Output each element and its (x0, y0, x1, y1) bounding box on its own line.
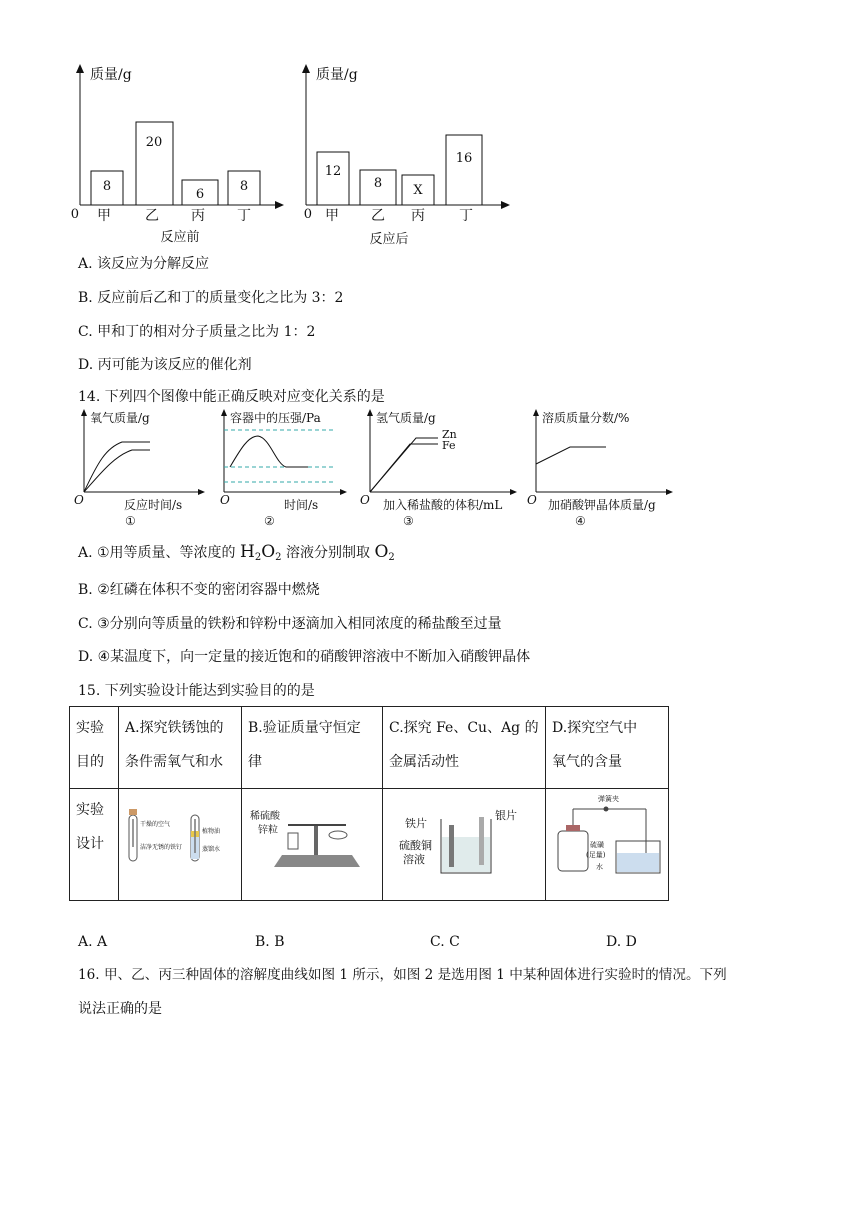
q15-stem: 15. 下列实验设计能达到实验目的的是 (78, 683, 315, 699)
balance-figure (242, 789, 382, 887)
graph-number: ④ (575, 514, 586, 528)
bar-value: 12 (324, 164, 342, 179)
svg-text:溶液: 溶液 (403, 853, 425, 866)
category-label: 乙 (145, 208, 159, 224)
category-label: 乙 (371, 208, 385, 224)
purpose-b: B.验证质量守恒定 律 (242, 707, 383, 789)
graph-number: ③ (403, 514, 414, 528)
beaker-figure (383, 789, 545, 887)
q14-option-c: C. ③分别向等质量的铁粉和锌粉中逐滴加入相同浓度的稀盐酸至过量 (78, 616, 502, 632)
svg-text:(足量): (足量) (586, 851, 606, 859)
graph-2 (220, 410, 344, 528)
x-axis-label: 反应时间/s (124, 498, 183, 512)
category-label: 丁 (237, 208, 251, 224)
q16-stem-line2: 说法正确的是 (78, 1001, 162, 1017)
design-b (242, 789, 383, 901)
y-axis-label: 质量/g (316, 67, 358, 83)
svg-text:硫酸铜: 硫酸铜 (399, 839, 432, 852)
legend-fe: Fe (442, 439, 456, 452)
q15-answer-c: C. C (430, 934, 460, 950)
q14-option-b: B. ②红磷在体积不变的密闭容器中燃烧 (78, 582, 320, 598)
bar-value: 20 (145, 135, 163, 150)
origin-label: O (220, 493, 230, 507)
graph-1 (74, 410, 202, 528)
q13-option-c: C. 甲和丁的相对分子质量之比为 1：2 (78, 324, 316, 340)
graph-4 (527, 410, 670, 528)
row-header-purpose: 实验 目的 (70, 707, 119, 789)
svg-text:硫磺: 硫磺 (590, 841, 604, 849)
purpose-c: C.探究 Fe、Cu、Ag 的 金属活动性 (383, 707, 546, 789)
category-label: 甲 (97, 208, 111, 224)
q13-option-b: B. 反应前后乙和丁的质量变化之比为 3：2 (78, 290, 344, 306)
q14-stem: 14. 下列四个图像中能正确反映对应变化关系的是 (78, 389, 385, 405)
svg-text:银片: 银片 (495, 809, 517, 822)
svg-text:铁片: 铁片 (405, 817, 427, 830)
x-axis-label: 加硝酸钾晶体质量/g (548, 498, 656, 512)
y-axis-label: 溶质质量分数/% (542, 411, 630, 425)
q16-stem-line1: 16. 甲、乙、丙三种固体的溶解度曲线如图 1 所示，如图 2 是选用图 1 中某种固体进行实验时的情况。下列 (78, 967, 727, 983)
svg-text:植物油: 植物油 (202, 828, 221, 835)
q15-answer-d: D. D (606, 934, 637, 950)
bar-ding (446, 135, 482, 205)
category-label: 丙 (411, 208, 425, 224)
oxygen-apparatus-figure (546, 789, 668, 887)
legend-zn: Zn (442, 428, 457, 441)
x-axis-label: 加入稀盐酸的体积/mL (383, 498, 503, 512)
origin-label: 0 (70, 207, 79, 222)
q15-answer-b: B. B (255, 934, 285, 950)
purpose-a: A.探究铁锈蚀的 条件需氧气和水 (119, 707, 242, 789)
y-axis-label: 氧气质量/g (90, 411, 150, 425)
chart-caption: 反应前 (160, 230, 200, 245)
purpose-d: D.探究空气中 氧气的含量 (546, 707, 669, 789)
bar-value: 16 (455, 151, 473, 166)
category-label: 甲 (325, 208, 339, 224)
bar-value: 8 (239, 179, 249, 194)
design-c (383, 789, 546, 901)
bar-value: X (413, 183, 423, 198)
q13-chart-before (70, 60, 290, 250)
q15-table (69, 706, 669, 901)
bar-value: 8 (373, 176, 383, 191)
q13-option-a: A. 该反应为分解反应 (78, 256, 210, 272)
svg-text:稀硫酸: 稀硫酸 (250, 811, 280, 822)
row-header-design: 实验 设计 (70, 789, 119, 901)
svg-text:洁净无锈的铁钉: 洁净无锈的铁钉 (140, 844, 183, 851)
y-axis-label: 容器中的压强/Pa (230, 411, 321, 425)
origin-label: 0 (303, 207, 312, 222)
svg-text:干燥的空气: 干燥的空气 (140, 821, 171, 828)
bar-value: 8 (102, 179, 112, 194)
chart-caption: 反应后 (369, 232, 409, 247)
q14-graphs (70, 408, 690, 532)
origin-label: O (360, 493, 370, 507)
q13-chart-after (296, 60, 516, 250)
rust-test-tubes-figure (119, 789, 241, 887)
svg-text:弹簧夹: 弹簧夹 (598, 795, 619, 803)
q14-option-a: A. ①用等质量、等浓度的 $H_2O_2$ 溶液分别制取 $O_2$ (78, 542, 395, 563)
design-a (119, 789, 242, 901)
category-label: 丁 (459, 208, 473, 224)
svg-text:蒸馏水: 蒸馏水 (202, 846, 221, 853)
bar-value: 6 (195, 187, 205, 202)
design-d (546, 789, 669, 901)
svg-text:锌粒: 锌粒 (258, 825, 278, 836)
category-label: 丙 (191, 208, 205, 224)
y-axis-label: 氢气质量/g (376, 411, 436, 425)
q13-option-d: D. 丙可能为该反应的催化剂 (78, 357, 252, 373)
q15-answer-a: A. A (78, 934, 108, 950)
graph-number: ① (125, 514, 136, 528)
y-axis-label: 质量/g (90, 67, 132, 83)
q14-option-d: D. ④某温度下，向一定量的接近饱和的硝酸钾溶液中不断加入硝酸钾晶体 (78, 649, 531, 665)
graph-number: ② (264, 514, 275, 528)
origin-label: O (74, 493, 84, 507)
x-axis-label: 时间/s (284, 498, 319, 512)
graph-3 (360, 410, 514, 528)
origin-label: O (527, 493, 537, 507)
svg-text:水: 水 (596, 863, 603, 871)
